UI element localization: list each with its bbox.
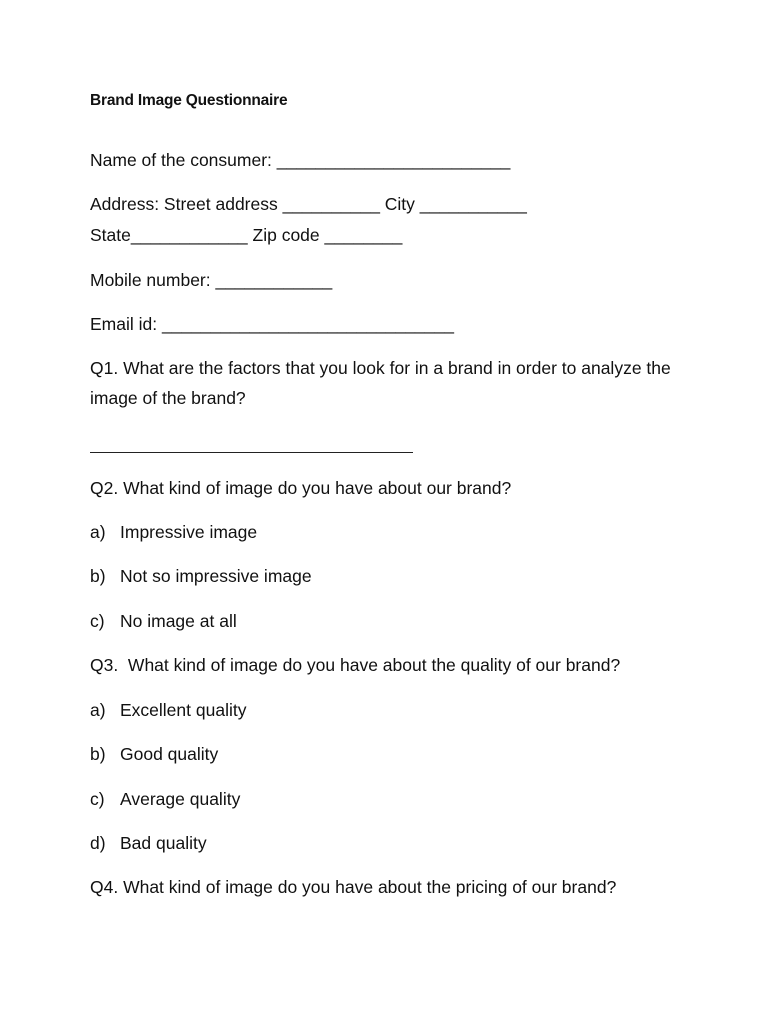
q3-option-a	[90, 699, 246, 721]
option-label: Bad quality	[120, 833, 207, 853]
state-zip-field: State____________ Zip code ________	[90, 225, 403, 245]
option-letter: a)	[90, 700, 106, 720]
q4-question: Q4. What kind of image do you have about the pricing of our brand?	[90, 877, 617, 897]
q3-option-c	[90, 788, 240, 810]
q1-text-line2: image of the brand?	[90, 388, 246, 408]
option-label: Not so impressive image	[120, 566, 312, 586]
option-label: Good quality	[120, 744, 219, 764]
option-letter: d)	[90, 833, 106, 853]
q2-option-c	[90, 610, 237, 632]
option-label: No image at all	[120, 611, 237, 631]
email-field: Email id: ______________________________	[90, 314, 454, 334]
q3-option-b	[90, 743, 218, 765]
option-label: Impressive image	[120, 522, 258, 542]
option-label: Average quality	[120, 789, 241, 809]
address-field: Address: Street address __________ City ___________	[90, 194, 527, 214]
q1-text-line1: Q1. What are the factors that you look for in a brand in order to analyze the	[90, 358, 671, 378]
option-letter: a)	[90, 522, 106, 542]
document-title: Brand Image Questionnaire	[90, 92, 288, 109]
q2-option-b	[90, 565, 312, 587]
option-letter: b)	[90, 566, 106, 586]
option-label: Excellent quality	[120, 700, 247, 720]
option-letter: c)	[90, 789, 105, 809]
q2-option-a	[90, 521, 257, 543]
mobile-number-field: Mobile number: ____________	[90, 270, 333, 290]
q3-question: Q3. What kind of image do you have about the quality of our brand?	[90, 655, 621, 675]
option-letter: c)	[90, 611, 105, 631]
option-letter: b)	[90, 744, 106, 764]
q1-answer-line	[90, 452, 413, 453]
q3-option-d	[90, 832, 207, 854]
q2-question: Q2. What kind of image do you have about our brand?	[90, 478, 512, 498]
consumer-name-field: Name of the consumer: ________________________	[90, 150, 511, 170]
